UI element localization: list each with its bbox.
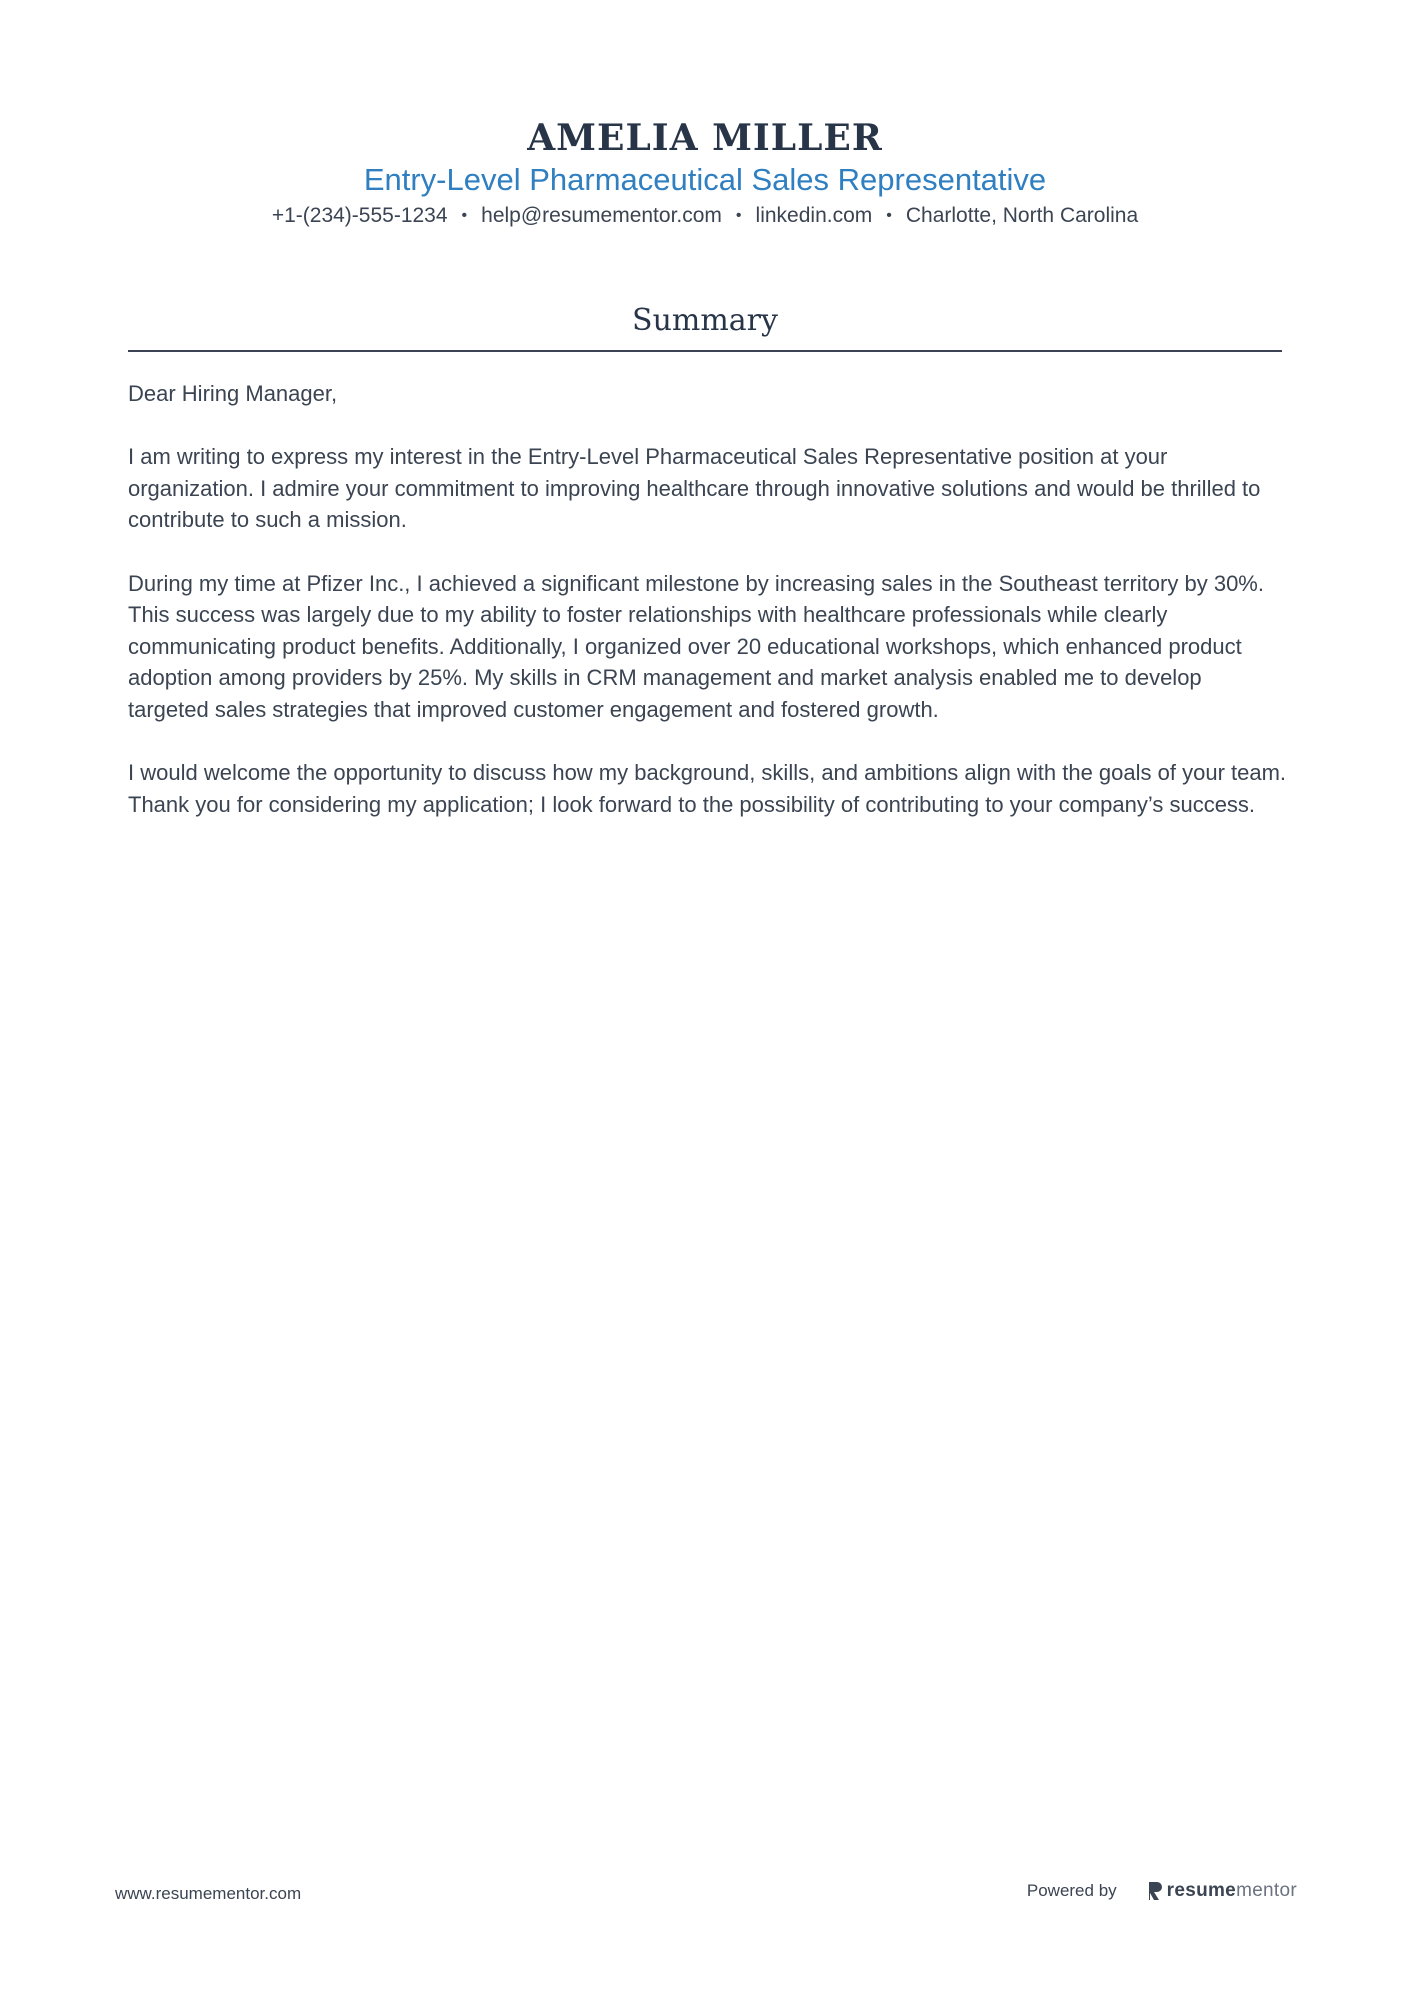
separator-dot: • — [735, 207, 742, 224]
paragraph-closing: I would welcome the opportunity to discuss how my background, skills, and ambitions align with the goals of your team. Thank you for considering my application; I look forward to the possibility of contributing to your company’s success. — [128, 760, 1287, 817]
separator-dot: • — [886, 207, 892, 224]
section-title: Summary — [632, 303, 778, 338]
header — [0, 116, 1410, 230]
footer-branding — [1027, 1880, 1297, 1902]
paragraph-experience: During my time at Pfizer Inc., I achieved a significant milestone by increasing sales in the Southeast territory by 30%. This success was largely due to my ability to foster relationships with healthcare professionals while clearly communicating product benefits. Additionally, I organized over 20 educational workshops, which enhanced product adoption among providers by 25%. My skills in CRM management and market analysis enabled me to develop targeted sales strategies that improved customer engagement and fostered growth. — [128, 570, 1264, 722]
separator-dot: • — [461, 207, 468, 224]
letter-body — [128, 378, 1288, 852]
phone: +1-(234)-555-1234 — [271, 204, 448, 227]
brand-name-light: mentor — [1236, 1880, 1297, 1901]
email: help@resumementor.com — [481, 204, 722, 227]
linkedin: linkedin.com — [755, 204, 873, 227]
footer-website: www.resumementor.com — [115, 1884, 302, 1903]
paragraph-intro: I am writing to express my interest in the Entry-Level Pharmaceutical Sales Representative position at your organization. I admire your commitment to improving healthcare through innovative solutions and would be thrilled to contribute to such a mission. — [128, 444, 1261, 533]
candidate-name: AMELIA MILLER — [527, 117, 883, 159]
contact-line — [0, 202, 1410, 230]
resumementor-logo-icon — [1147, 1880, 1163, 1902]
location: Charlotte, North Carolina — [905, 204, 1139, 227]
powered-by-label: Powered by — [1026, 1881, 1117, 1900]
greeting: Dear Hiring Manager, — [128, 381, 338, 406]
job-title: Entry-Level Pharmaceutical Sales Representative — [363, 162, 1047, 197]
resumementor-logo — [1147, 1880, 1297, 1902]
section-divider — [128, 350, 1282, 352]
brand-name-bold: resume — [1166, 1880, 1237, 1901]
